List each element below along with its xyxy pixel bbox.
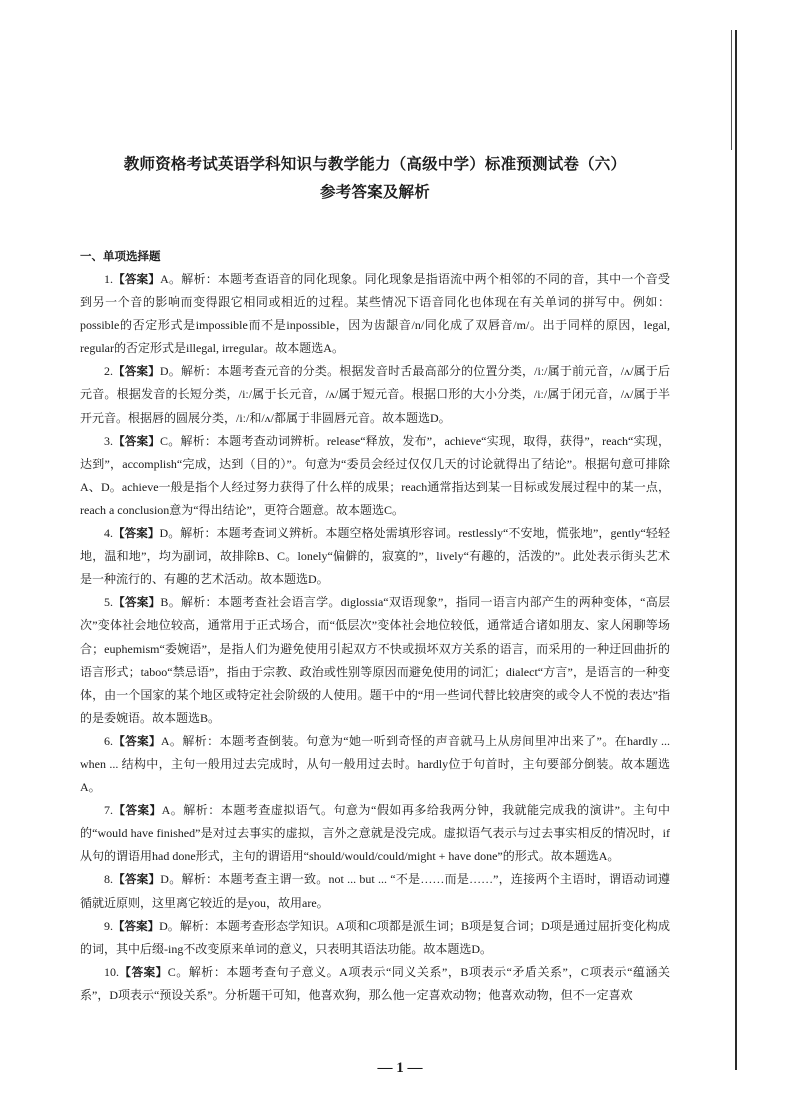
answer-entry: 9.【答案】D。解析：本题考查形态学知识。A项和C项都是派生词；B项是复合词；D项是通过屈折变化构成的词，其中后缀-ing不改变原来单词的意义，只表明其语法功能。故本题选D。 bbox=[80, 918, 671, 956]
answer-entry: 1.【答案】A。解析：本题考查语音的同化现象。同化现象是指语流中两个相邻的不同的音，其中一个音受到另一个音的影响而变得跟它相同或相近的过程。某些情况下语音同化也体现在有关单词的拼写中。例如：possible的否定形式是impossible而不是inpossible，因为齿龈音/n/同化成了双唇音/m/。出于同样的原因，legal, regular的否定形式是illegal, irregular。故本题选A。 bbox=[80, 272, 670, 356]
document-title: 教师资格考试英语学科知识与教学能力（高级中学）标准预测试卷（六） bbox=[123, 155, 627, 173]
binding-edge-line bbox=[735, 30, 737, 1070]
page-number: — 1 — bbox=[377, 1060, 423, 1076]
section-heading: 一、单项选择题 bbox=[80, 249, 161, 263]
answer-entry: 10.【答案】C。解析：本题考查句子意义。A项表示“同义关系”，B项表示“矛盾关系”，C项表示“蕴涵关系”，D项表示“预设关系”。分析题干可知，他喜欢狗，那么他一定喜欢动物；他喜欢动物，但不一定喜欢 bbox=[80, 964, 671, 1002]
answer-list bbox=[80, 268, 670, 1007]
answer-entry: 6.【答案】A。解析：本题考查倒装。句意为“她一听到奇怪的声音就马上从房间里冲出来了”。在hardly ... when ... 结构中，主句一般用过去完成时，从句一般用过去时。hardly位于句首时，主句要部分倒装。故本题选A。 bbox=[80, 733, 671, 795]
document-subtitle: 参考答案及解析 bbox=[320, 183, 430, 201]
answer-entry: 2.【答案】D。解析：本题考查元音的分类。根据发音时舌最高部分的位置分类，/iː/属于前元音，/ʌ/属于后元音。根据发音的长短分类，/iː/属于长元音，/ʌ/属于短元音。根据口形的大小分类，/iː/属于闭元音，/ʌ/属于半开元音。根据唇的圆展分类，/iː/和/ʌ/都属于非圆唇元音。故本题选D。 bbox=[80, 364, 670, 425]
document-body bbox=[80, 150, 670, 1007]
answer-entry: 8.【答案】D。解析：本题考查主谓一致。not ... but ... “不是……而是……”，连接两个主语时，谓语动词遵循就近原则，这里离它较近的是you，故用are。 bbox=[80, 872, 671, 910]
answer-entry: 4.【答案】D。解析：本题考查词义辨析。本题空格处需填形容词。restlessly“不安地，慌张地”，gently“轻轻地，温和地”，均为副词，故排除B、C。lonely“偏僻的，寂寞的”，lively“有趣的，活泼的”。此处表示街头艺术是一种流行的、有趣的艺术活动。故本题选D。 bbox=[80, 526, 671, 587]
answer-entry: 3.【答案】C。解析：本题考查动词辨析。release“释放，发布”，achieve“实现，取得，获得”，reach“实现，达到”，accomplish“完成，达到（目的）”。句意为“委员会经过仅仅几天的讨论就得出了结论”。根据句意可排除A、D。achieve一般是指个人经过努力获得了什么样的成果；reach通常指达到某一目标或发展过程中的某一点，reach a conclusion意为“得出结论”，更符合题意。故本题选C。 bbox=[80, 433, 670, 517]
binding-edge-line-secondary bbox=[731, 30, 732, 150]
answer-entry: 7.【答案】A。解析：本题考查虚拟语气。句意为“假如再多给我两分钟，我就能完成我的演讲”。主句中的“would have finished”是对过去事实的虚拟，言外之意就是没完成。虚拟语气表示与过去事实相反的情况时，if从句的谓语用had done形式，主句的谓语用“should/would/could/might + have done”的形式。故本题选A。 bbox=[80, 803, 671, 864]
answer-entry: 5.【答案】B。解析：本题考查社会语言学。diglossia“双语现象”，指同一语言内部产生的两种变体，“高层次”变体社会地位较高，通常用于正式场合，而“低层次”变体社会地位较低，通常适合诸如朋友、家人闲聊等场合；euphemism“委婉语”，是指人们为避免使用引起双方不快或损坏双方关系的语言，而采用的一种迂回曲折的语言形式；taboo“禁忌语”，指由于宗教、政治或性别等原因而避免使用的词汇；dialect“方言”，是语言的一种变体，由一个国家的某个地区或特定社会阶级的人使用。题干中的“用一些词代替比较唐突的或令人不悦的表达”指的是委婉语。故本题选B。 bbox=[80, 595, 671, 725]
